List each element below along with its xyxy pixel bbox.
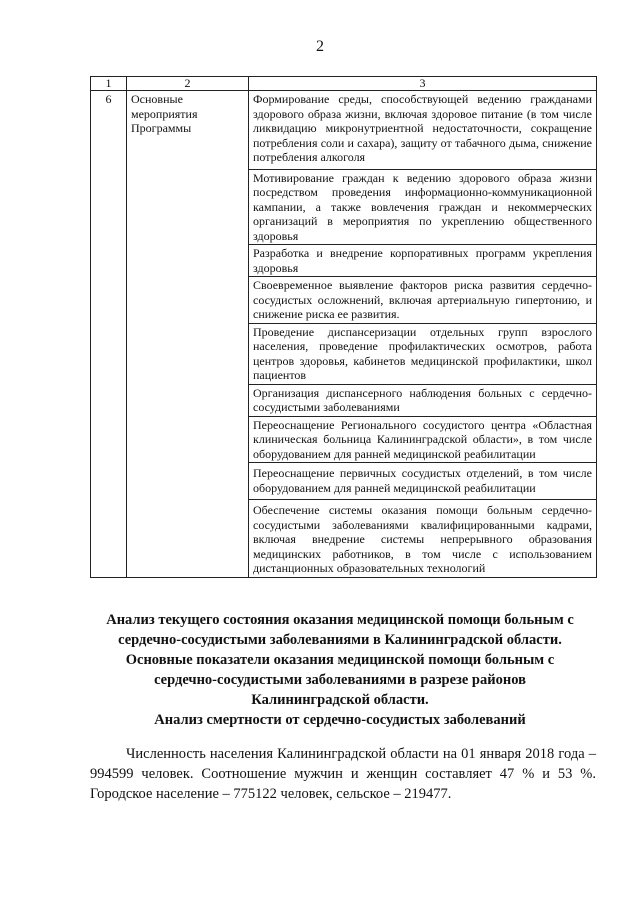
activity-cell: Обеспечение системы оказания помощи больным сердечно-сосудистыми заболеваниями квалифицированными кадрами, включая внедрение системы непрерывного образования медицинских работников, в том числе с использованием дистанционных образовательных технологий <box>249 500 597 578</box>
activity-cell: Переоснащение первичных сосудистых отделений, в том числе оборудованием для ранней медицинской реабилитации <box>249 463 597 500</box>
activity-cell: Переоснащение Регионального сосудистого центра «Областная клиническая больница Калининградской области», в том числе оборудованием для ранней медицинской реабилитации <box>249 416 597 463</box>
activity-cell: Мотивирование граждан к ведению здорового образа жизни посредством проведения информационно-коммуникационной кампании, а также вовлечения граждан и некоммерческих организаций в мероприятия по укреплению общественного здоровья <box>249 169 597 245</box>
activity-cell: Организация диспансерного наблюдения больных с сердечно-сосудистыми заболеваниями <box>249 384 597 416</box>
row-number-cell: 6 <box>91 91 127 578</box>
section-heading: Анализ текущего состояния оказания медицинской помощи больным с сердечно-сосудистыми заболеваниями в Калининградской области. Основные показатели оказания медицинской помощи больным с сердечно-сосудистыми заболеваниями в разрезе районов Калининградской области. <box>106 612 574 708</box>
row-label-cell: Основные мероприятия Программы <box>127 91 249 578</box>
table-row <box>91 91 597 170</box>
activity-cell: Проведение диспансеризации отдельных групп взрослого населения, проведение профилактических осмотров, работа центров здоровья, кабинетов медицинской профилактики, школ пациентов <box>249 323 597 384</box>
subheading: Анализ смертности от сердечно-сосудистых заболеваний <box>154 712 526 728</box>
activity-cell: Разработка и внедрение корпоративных программ укрепления здоровья <box>249 245 597 277</box>
page-number: 2 <box>316 38 324 55</box>
activity-cell: Своевременное выявление факторов риска развития сердечно-сосудистых осложнений, включая артериальную гипертонию, и снижение риска ее развития. <box>249 277 597 324</box>
program-table <box>90 76 597 578</box>
activity-cell: Формирование среды, способствующей ведению гражданами здорового образа жизни, включая здоровое питание (в том числе ликвидацию микронутриентной недостаточности, сокращение потребления соли и сахара), защиту от табачного дыма, снижение потребления алкоголя <box>249 91 597 170</box>
column-header: 2 <box>127 77 249 91</box>
column-header: 1 <box>91 77 127 91</box>
column-header: 3 <box>249 77 597 91</box>
body-paragraph: Численность населения Калининградской области на 01 января 2018 года – 994599 человек. Соотношение мужчин и женщин составляет 47 % и 53 %. Городское население – 775122 человек, сельское – 219477. <box>90 746 596 802</box>
table-header-row <box>91 77 597 91</box>
